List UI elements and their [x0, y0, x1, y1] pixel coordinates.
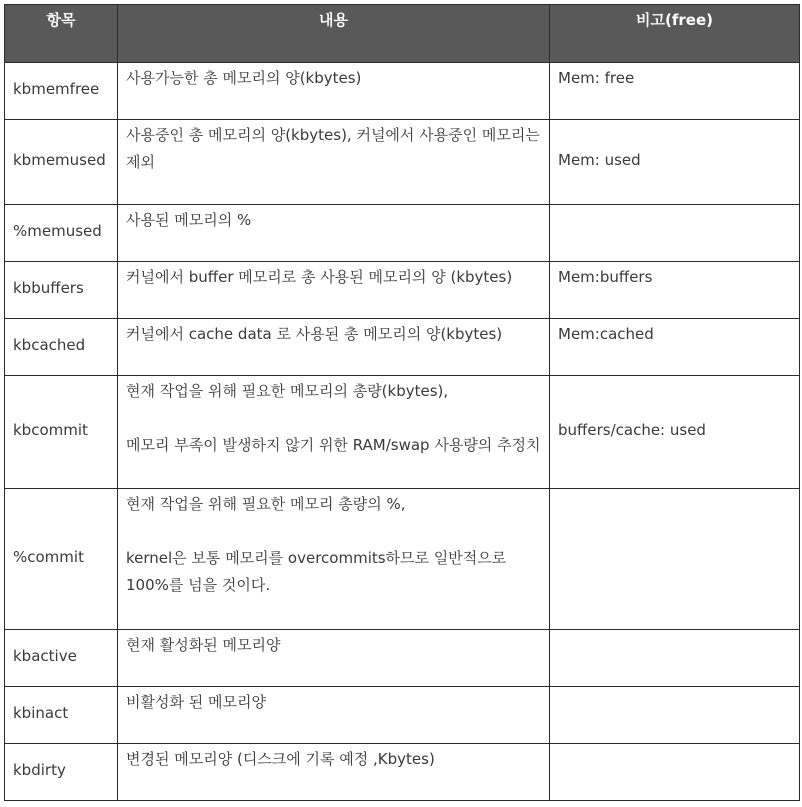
- item-cell: kbmemfree: [5, 63, 118, 120]
- note-cell: buffers/cache: used: [550, 376, 800, 489]
- item-cell: kbactive: [5, 630, 118, 687]
- desc-cell: [118, 489, 550, 630]
- table-row: [5, 120, 800, 205]
- table-row: [5, 63, 800, 120]
- desc-line: 100%를 넘을 것이다.: [126, 576, 271, 594]
- desc-line: 현재 작업을 위해 필요한 메모리의 총량(kbytes),: [126, 382, 449, 400]
- item-cell: kbdirty: [5, 744, 118, 801]
- desc-cell: [118, 120, 550, 205]
- header-item: 항목: [5, 5, 118, 63]
- note-cell: Mem:buffers: [550, 262, 800, 319]
- item-cell: kbcached: [5, 319, 118, 376]
- desc-cell: [118, 376, 550, 489]
- note-cell: [550, 744, 800, 801]
- desc-cell: [118, 744, 550, 801]
- item-cell: kbmemused: [5, 120, 118, 205]
- table-row: [5, 687, 800, 744]
- desc-line: 현재 작업을 위해 필요한 메모리 총량의 %,: [126, 495, 406, 513]
- header-row: [5, 5, 800, 63]
- desc-gap: [126, 405, 541, 432]
- note-cell: Mem:cached: [550, 319, 800, 376]
- note-cell: [550, 687, 800, 744]
- item-cell: %commit: [5, 489, 118, 630]
- desc-line: kernel은 보통 메모리를 overcommits하므로 일반적으로: [126, 549, 507, 567]
- note-cell: [550, 205, 800, 262]
- desc-line: 제외: [126, 153, 155, 171]
- item-cell: kbinact: [5, 687, 118, 744]
- item-cell: kbbuffers: [5, 262, 118, 319]
- desc-line: 비활성화 된 메모리양: [126, 693, 266, 711]
- table-row: [5, 376, 800, 489]
- item-cell: kbcommit: [5, 376, 118, 489]
- desc-line: 메모리 부족이 발생하지 않기 위한 RAM/swap 사용량의 추정치: [126, 436, 541, 454]
- table-header: [5, 5, 800, 63]
- note-cell: [550, 489, 800, 630]
- note-cell: Mem: free: [550, 63, 800, 120]
- desc-line: 사용가능한 총 메모리의 양(kbytes): [126, 69, 362, 87]
- desc-cell: [118, 63, 550, 120]
- memory-stats-table: [4, 4, 800, 801]
- table-body: [5, 63, 800, 801]
- desc-line: 커널에서 cache data 로 사용된 총 메모리의 양(kbytes): [126, 325, 503, 343]
- desc-gap: [126, 518, 541, 545]
- table-row: [5, 262, 800, 319]
- desc-line: 현재 활성화된 메모리양: [126, 636, 281, 654]
- table-row: [5, 205, 800, 262]
- header-note: 비고(free): [550, 5, 800, 63]
- desc-line: 사용된 메모리의 %: [126, 211, 252, 229]
- header-content: 내용: [118, 5, 550, 63]
- desc-cell: [118, 630, 550, 687]
- desc-line: 변경된 메모리양 (디스크에 기록 예정 ,Kbytes): [126, 750, 435, 768]
- desc-line: 사용중인 총 메모리의 양(kbytes), 커널에서 사용중인 메모리는: [126, 126, 540, 144]
- desc-cell: [118, 319, 550, 376]
- desc-cell: [118, 205, 550, 262]
- table-row: [5, 489, 800, 630]
- item-cell: %memused: [5, 205, 118, 262]
- desc-line: 커널에서 buffer 메모리로 총 사용된 메모리의 양 (kbytes): [126, 268, 513, 286]
- note-cell: Mem: used: [550, 120, 800, 205]
- table-row: [5, 630, 800, 687]
- desc-cell: [118, 262, 550, 319]
- desc-cell: [118, 687, 550, 744]
- table-row: [5, 319, 800, 376]
- table-row: [5, 744, 800, 801]
- note-cell: [550, 630, 800, 687]
